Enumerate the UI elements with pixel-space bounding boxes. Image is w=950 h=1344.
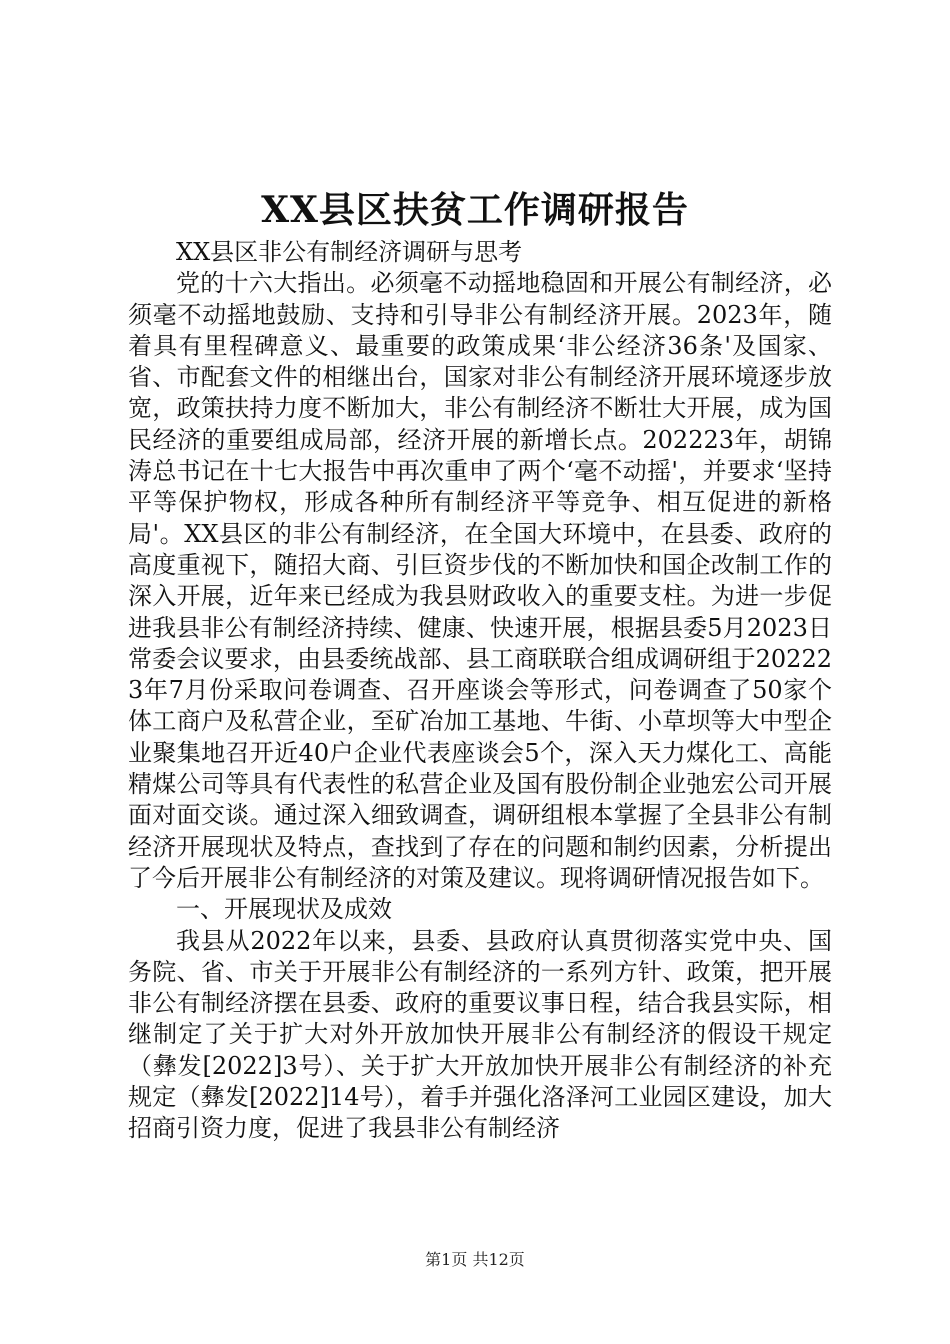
paragraph-subtitle: XX县区非公有制经济调研与思考 [176,238,523,266]
document-title: XX县区扶贫工作调研报告 [261,189,689,231]
document-body [128,237,832,1145]
paragraph-intro: 党的十六大指出。必须毫不动摇地稳固和开展公有制经济，必须毫不动摇地鼓励、支持和引导非公有制经济开展。2023年，随着具有里程碑意义、最重要的政策成果‘非公经济36条'及国家、省、市配套文件的相继出台，国家对非公有制经济开展环境逐步放宽，政策扶持力度不断加大，非公有制经济不断壮大开展，成为国民经济的重要组成局部，经济开展的新增长点。202223年，胡锦涛总书记在十七大报告中再次重申了两个‘毫不动摇'，并要求‘坚持平等保护物权，形成各种所有制经济平等竞争、相互促进的新格局'。XX县区的非公有制经济，在全国大环境中，在县委、政府的高度重视下，随招大商、引巨资步伐的不断加快和国企改制工作的深入开展，近年来已经成为我县财政收入的重要支柱。为进一步促进我县非公有制经济持续、健康、快速开展，根据县委5月2023日常委会议要求，由县委统战部、县工商联联合组成调研组于202223年7月份采取问卷调查、召开座谈会等形式，问卷调查了50家个体工商户及私营企业，至矿冶加工基地、牛街、小草坝等大中型企业聚集地召开近40户企业代表座谈会5个，深入天力煤化工、高能精煤公司等具有代表性的私营企业及国有股份制企业弛宏公司开展面对面交谈。通过深入细致调查，调研组根本掌握了全县非公有制经济开展现状及特点，查找到了存在的问题和制约因素，分析提出了今后开展非公有制经济的对策及建议。现将调研情况报告如下。 [128,269,832,892]
paragraph-status: 我县从2022年以来，县委、县政府认真贯彻落实党中央、国务院、省、市关于开展非公有制经济的一系列方针、政策，把开展非公有制经济摆在县委、政府的重要议事日程，结合我县实际，相继制定了关于扩大对外开放加快开展非公有制经济的假设干规定（彝发[2022]3号）、关于扩大开放加快开展非公有制经济的补充规定（彝发[2022]14号），着手并强化洛泽河工业园区建设，加大招商引资力度，促进了我县非公有制经济 [128,926,832,1143]
section-heading: 一、开展现状及成效 [176,895,392,924]
page-number-footer: 第1页 共12页 [425,1250,525,1269]
